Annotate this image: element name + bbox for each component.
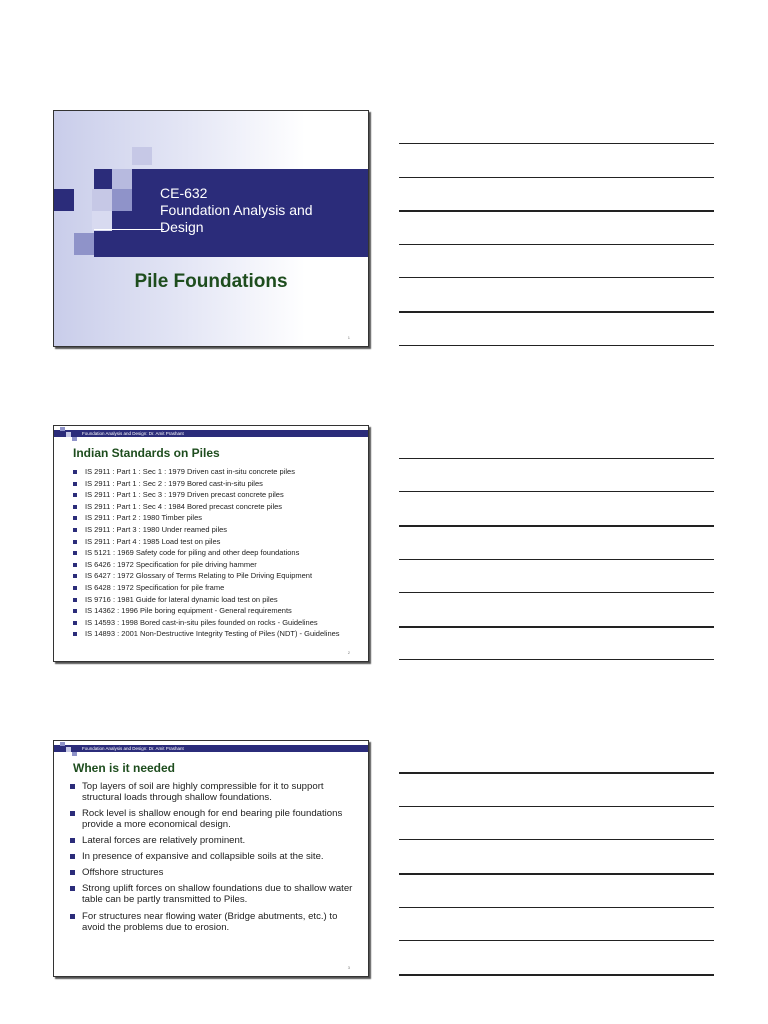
note-line [399,311,714,313]
note-line [399,974,714,976]
note-line [399,839,714,840]
page-number: 2 [347,650,350,655]
list-item: IS 6427 : 1972 Glossary of Terms Relating to Pile Driving Equipment [73,570,363,582]
course-title-line2: Design [160,219,204,235]
decor-square [66,432,71,437]
note-line [399,277,714,278]
list-item: IS 14593 : 1998 Bored cast-in-situ piles founded on rocks - Guidelines [73,617,363,629]
list-item: Top layers of soil are highly compressible for it to support structural loads through shallow foundations. [70,781,360,803]
list-item: IS 2911 : Part 3 : 1980 Under reamed piles [73,524,363,536]
list-item: IS 9716 : 1981 Guide for lateral dynamic load test on piles [73,594,363,606]
note-line [399,626,714,628]
list-item: IS 2911 : Part 1 : Sec 2 : 1979 Bored cast-in-situ piles [73,478,363,490]
course-title [160,185,313,236]
list-item: IS 2911 : Part 1 : Sec 1 : 1979 Driven cast in-situ concrete piles [73,466,363,478]
slide-header-bar [54,745,368,752]
slide-header-bar [54,430,368,437]
slide-header-text: Foundation Analysis and Design: Dr. Amit Prashant [82,746,184,751]
list-item: In presence of expansive and collapsible soils at the site. [70,851,360,862]
note-line [399,210,714,212]
decor-square [60,742,65,746]
list-item: IS 2911 : Part 1 : Sec 4 : 1984 Bored precast concrete piles [73,501,363,513]
note-line [399,940,714,941]
note-line [399,244,714,245]
page-number: 3 [347,965,350,970]
note-line [399,458,714,459]
list-item: IS 2911 : Part 1 : Sec 3 : 1979 Driven precast concrete piles [73,489,363,501]
decor-square [132,147,152,165]
decor-square [54,189,74,211]
slide-when-needed [53,740,369,977]
decor-square [74,233,94,255]
note-line [399,143,714,144]
note-line [399,907,714,908]
slide-heading: Indian Standards on Piles [73,446,220,460]
note-line [399,559,714,560]
note-line [399,659,714,660]
list-item: IS 6428 : 1972 Specification for pile frame [73,582,363,594]
note-line [399,592,714,593]
note-line [399,177,714,178]
slide-heading: When is it needed [73,761,176,775]
list-item: IS 14893 : 2001 Non-Destructive Integrity Testing of Piles (NDT) - Guidelines [73,628,363,640]
list-item: IS 6426 : 1972 Specification for pile driving hammer [73,559,363,571]
decor-square [112,169,132,189]
reasons-list [70,781,360,938]
course-code: CE-632 [160,185,208,201]
list-item: Offshore structures [70,867,360,878]
list-item: For structures near flowing water (Bridge abutments, etc.) to avoid the problems due to erosion. [70,911,360,933]
list-item: Strong uplift forces on shallow foundations due to shallow water table can be partly transmitted to Piles. [70,883,360,905]
standards-list [73,466,363,640]
decor-square [66,747,71,752]
list-item: Lateral forces are relatively prominent. [70,835,360,846]
slide-header-text: Foundation Analysis and Design: Dr. Amit Prashant [82,431,184,436]
decor-square [112,189,132,211]
list-item: IS 5121 : 1969 Safety code for piling and other deep foundations [73,547,363,559]
decor-square [92,211,112,231]
decor-square [72,752,77,756]
title-rule [94,229,164,230]
slide-title [53,110,369,347]
slide-subtitle: Pile Foundations [134,271,288,292]
decor-square [60,427,65,431]
note-line [399,873,714,875]
note-line [399,772,714,774]
slide-indian-standards [53,425,369,662]
course-title-line1: Foundation Analysis and [160,202,313,218]
note-line [399,491,714,492]
list-item: IS 2911 : Part 4 : 1985 Load test on piles [73,536,363,548]
list-item: IS 2911 : Part 2 : 1980 Timber piles [73,512,363,524]
decor-square [72,437,77,441]
note-line [399,806,714,807]
decor-square [92,189,112,211]
note-line [399,345,714,346]
page-number: 1 [347,335,350,340]
note-line [399,525,714,527]
list-item: Rock level is shallow enough for end bearing pile foundations provide a more economical design. [70,808,360,830]
list-item: IS 14362 : 1996 Pile boring equipment - General requirements [73,605,363,617]
